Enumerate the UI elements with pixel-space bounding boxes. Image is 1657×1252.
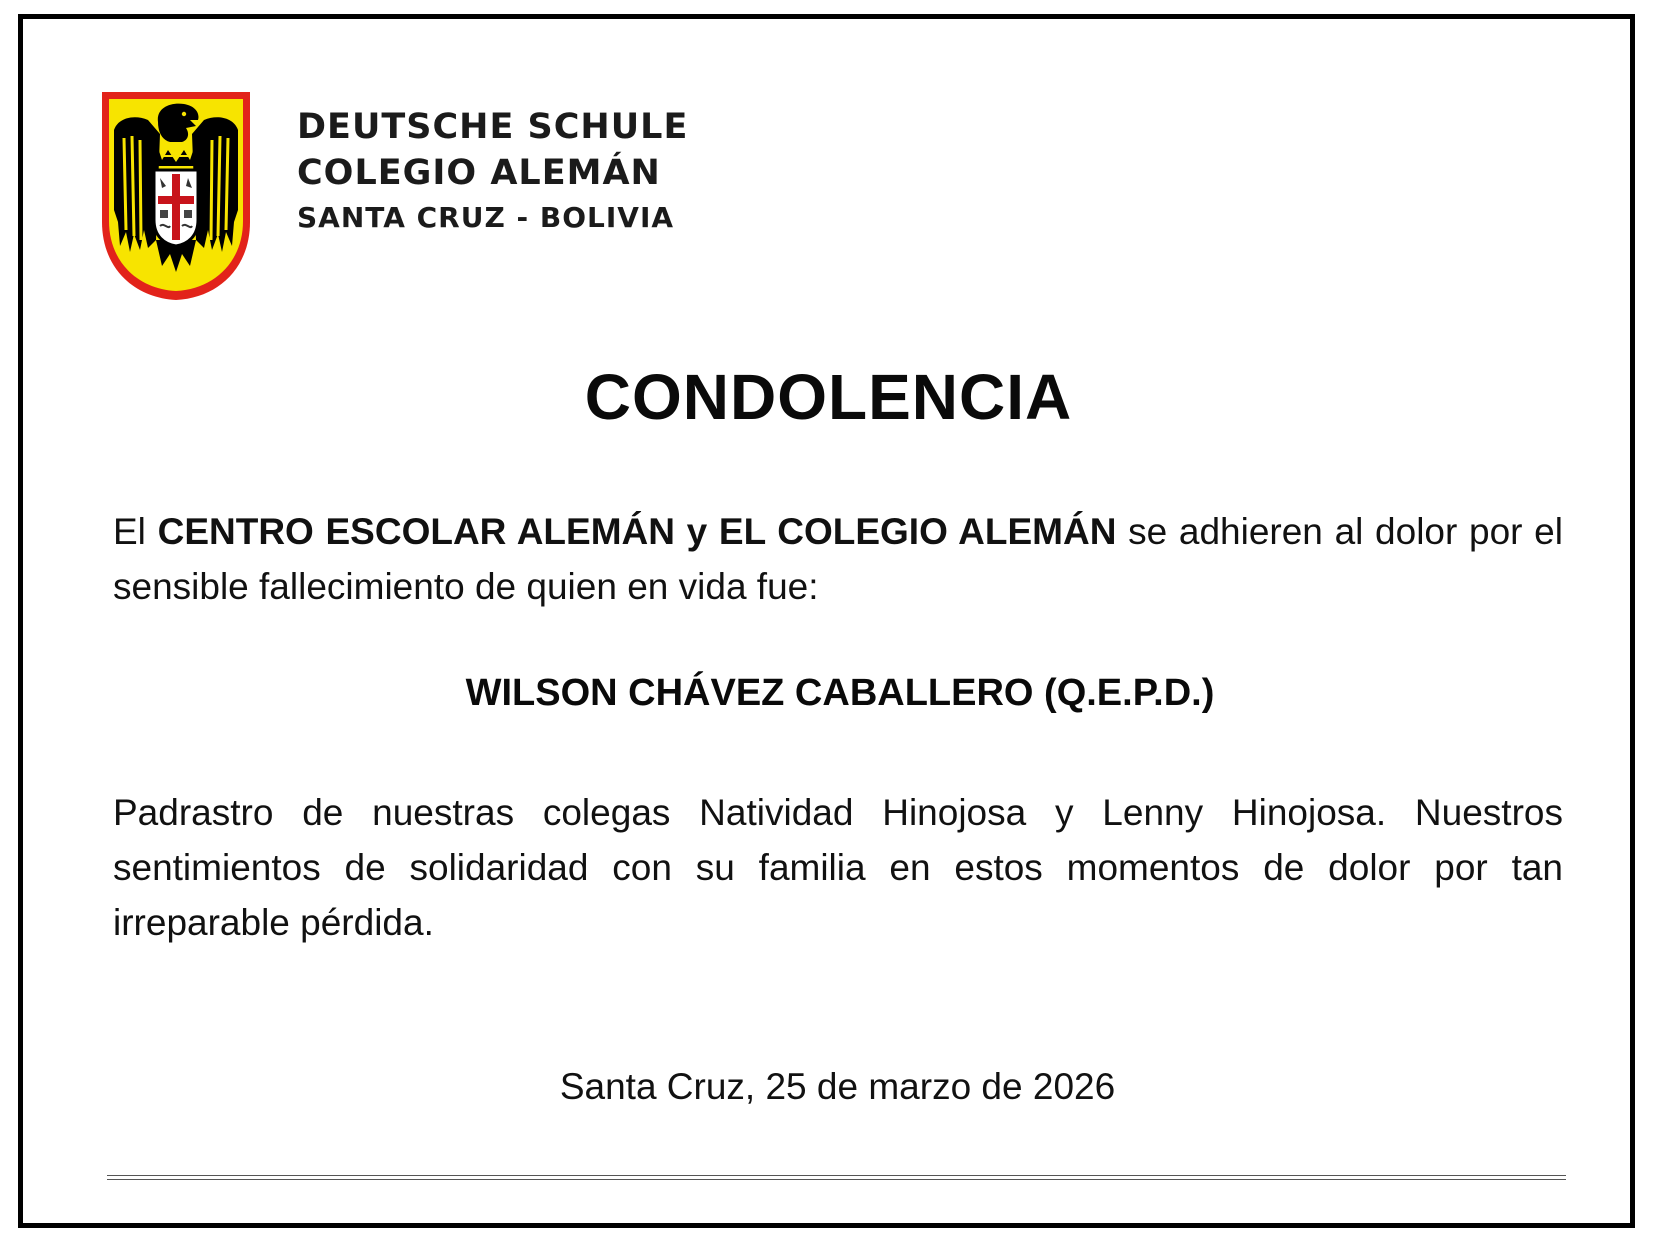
- school-name-block: [297, 104, 688, 240]
- institutions-bold: CENTRO ESCOLAR ALEMÁN y EL COLEGIO ALEMÁN: [157, 511, 1117, 552]
- intro-word: El: [113, 511, 146, 552]
- deceased-name: WILSON CHÁVEZ CABALLERO (Q.E.P.D.): [465, 672, 1215, 714]
- page-border: [18, 14, 1635, 1228]
- school-name-german: DEUTSCHE SCHULE: [297, 107, 689, 147]
- school-name-spanish: COLEGIO ALEMÁN: [297, 153, 661, 193]
- school-location: SANTA CRUZ - BOLIVIA: [297, 201, 675, 234]
- intro-rest: se adhieren al dolor por el sensible fallecimiento de quien en vida fue:: [113, 511, 1563, 607]
- bottom-divider: [107, 1175, 1566, 1180]
- condolence-body-paragraph: Padrastro de nuestras colegas Natividad Hinojosa y Lenny Hinojosa. Nuestros sentimientos de solidaridad con su familia en estos momentos de dolor por tan irreparable pérdida.: [113, 792, 1563, 943]
- date-line: Santa Cruz, 25 de marzo de 2026: [559, 1066, 1116, 1107]
- document-title: CONDOLENCIA: [584, 361, 1073, 433]
- condolence-intro-paragraph: [113, 504, 1563, 614]
- school-crest-eagle-icon: [100, 90, 252, 302]
